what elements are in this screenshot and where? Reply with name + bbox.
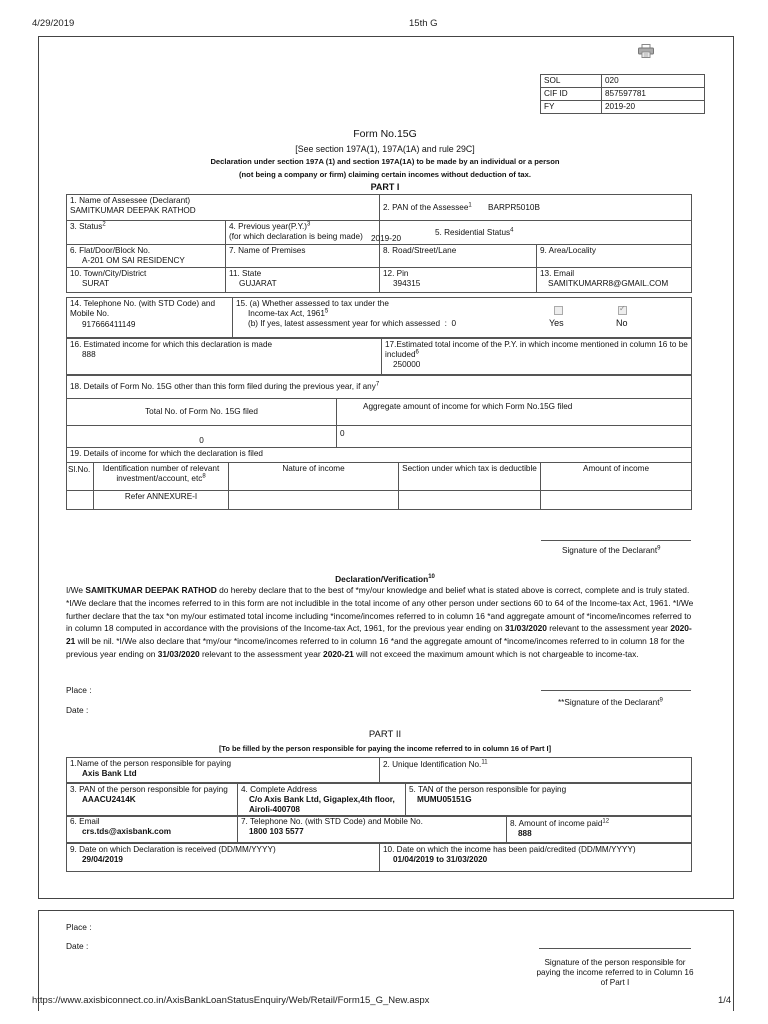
payer-signature-label: Signature of the person responsible for paying the income referred to in Column 16 of Part I: [536, 958, 694, 987]
no-checkbox[interactable]: [618, 306, 627, 316]
footnote-ref: 11: [481, 759, 488, 766]
footer-date-label: Date :: [66, 941, 89, 951]
part1-row14-table: [66, 297, 692, 338]
payer-telephone-cell: [238, 816, 507, 843]
table-row: [67, 816, 692, 843]
form-title: Form No.15G: [353, 128, 417, 140]
assessment-year: 2020-21: [66, 623, 692, 647]
print-page-number: 1/4: [718, 995, 732, 1006]
annexure-ref: Refer ANNEXURE-I: [94, 491, 229, 510]
telephone-value: 917666411149: [82, 320, 136, 329]
assessee-name-cell: [67, 195, 380, 221]
amount-paid-cell: [507, 816, 692, 843]
field-label: 12. Pin: [383, 269, 409, 278]
footnote-ref: 2: [102, 221, 106, 228]
total-forms-value: 0: [67, 426, 337, 448]
signature-line: [541, 540, 691, 541]
declaration-part: relevant to the assessment year: [546, 623, 671, 634]
assessed-cell: [233, 298, 692, 338]
pin-cell: [380, 268, 537, 293]
field-label: 6. Flat/Door/Block No.: [70, 246, 151, 255]
field-label: 15. (a) Whether assessed to tax under the: [236, 299, 389, 308]
payer-name-value: Axis Bank Ltd: [82, 769, 137, 778]
column-header: Sl.No.: [67, 463, 94, 491]
table-row: [67, 221, 692, 245]
print-date: 4/29/2019: [32, 18, 75, 29]
field-label: 8. Amount of income paid: [510, 819, 603, 828]
pan-value: BARPR5010B: [488, 202, 540, 212]
paid-date-cell: [380, 844, 692, 872]
signature-line: [539, 948, 691, 949]
footnote-ref: 4: [510, 226, 514, 233]
previous-year-value: 2019-20: [371, 234, 402, 243]
footnote-ref: 6: [415, 349, 419, 356]
meta-value: 857597781: [602, 88, 705, 101]
declaration-part: I/We: [66, 585, 86, 595]
column-header: Section under which tax is deductible: [399, 463, 541, 491]
field-label: 9. Date on which Declaration is received (DD/MM/YYYY): [70, 845, 276, 854]
address-cell: [238, 784, 406, 817]
email-cell: [67, 816, 238, 843]
meta-row: [541, 75, 705, 88]
field-label: 2. Unique Identification No.: [383, 760, 482, 769]
field-label: 7. Telephone No. (with STD Code) and Mobile No.: [241, 817, 423, 826]
declaration-date: 31/03/2020: [505, 623, 547, 634]
field-label: 17.Estimated total income of the P.Y. in which income mentioned in column 16 to be included: [385, 340, 688, 359]
footnote-ref: 9: [659, 697, 663, 704]
part1-row16-table: [66, 338, 692, 375]
signature-label-text: **Signature of the Declarant: [558, 698, 660, 707]
footer-place-label: Place :: [66, 922, 92, 932]
meta-value: 020: [602, 75, 705, 88]
premises-cell: [226, 245, 380, 268]
received-date-cell: [67, 844, 380, 872]
part2-subtitle: [To be filled by the person responsible for paying the income referred to in column 16 of Part I]: [218, 744, 552, 753]
column-header-cell: [94, 463, 229, 491]
part2-row6-table: [66, 815, 692, 843]
field-label: 5. TAN of the person responsible for paying: [409, 785, 567, 794]
place-label: Place :: [66, 685, 92, 695]
declaration-title-text: Declaration/Verification: [335, 574, 429, 584]
declarant-name: SAMITKUMAR DEEPAK RATHOD: [85, 585, 217, 595]
meta-row: [541, 88, 705, 101]
payer-name-cell: [67, 758, 380, 783]
footnote-ref: 1: [468, 201, 472, 208]
signature-line: [541, 690, 691, 691]
tan-value: MUMU05151G: [417, 795, 472, 804]
total-income-cell: [382, 339, 692, 375]
pin-value: 394315: [393, 279, 421, 288]
declaration-title: [38, 574, 732, 584]
field-label: 3. PAN of the person responsible for paying: [70, 785, 228, 794]
town-value: SURAT: [82, 279, 110, 288]
state-cell: [226, 268, 380, 293]
income-details-header: 19. Details of income for which the declaration is filed: [67, 448, 692, 463]
state-value: GUJARAT: [239, 279, 277, 288]
field-label: 8. Road/Street/Lane: [383, 246, 457, 255]
payer-pan-cell: [67, 784, 238, 817]
email-value: SAMITKUMARR8@GMAIL.COM: [548, 279, 669, 288]
column-header: Amount of income: [541, 463, 692, 491]
declaration-text: [66, 584, 694, 661]
tan-cell: [406, 784, 692, 817]
table-row: [67, 298, 692, 338]
footnote-ref: 3: [306, 221, 311, 228]
meta-row: [541, 101, 705, 114]
field-label: 1.Name of the person responsible for paying: [70, 759, 232, 768]
meta-label: SOL: [541, 75, 602, 88]
yes-checkbox[interactable]: [554, 306, 563, 316]
road-cell: [380, 245, 537, 268]
uid-cell: [380, 758, 692, 783]
signature-label-text: Signature of the Declarant: [562, 546, 658, 555]
form-section: [See section 197A(1), 197A(1A) and rule 29C]: [295, 144, 475, 154]
table-row: [67, 844, 692, 872]
column-header: Identification number of relevant investment/account, etc: [102, 464, 220, 483]
pan-cell: [380, 195, 692, 221]
field-label: 16. Estimated income for which this declaration is made: [70, 340, 273, 349]
part1-row18-table: [66, 375, 692, 448]
meta-table: [540, 74, 705, 114]
field-label: 5. Residential Status: [435, 227, 511, 237]
meta-label: FY: [541, 101, 602, 114]
payer-email-value: crs.tds@axisbank.com: [82, 827, 171, 836]
email-cell: [537, 268, 692, 293]
part2-row9-table: [66, 843, 692, 872]
flat-cell: [67, 245, 226, 268]
payer-telephone-value: 1800 103 5577: [249, 827, 304, 836]
table-cell: [541, 491, 692, 510]
status-cell: [67, 221, 226, 245]
assessee-name-value: SAMITKUMAR DEEPAK RATHOD: [70, 206, 196, 215]
table-row: [67, 758, 692, 783]
part2-table: [66, 757, 692, 783]
field-label: 3. Status: [70, 222, 103, 231]
form-decl-line1: Declaration under section 197A (1) and section 197A(1A) to be made by an individual or a person: [210, 157, 560, 166]
meta-label: CIF ID: [541, 88, 602, 101]
field-label: (for which declaration is being made): [229, 232, 363, 241]
footnote-ref: 9: [657, 545, 661, 552]
payer-pan-value: AAACU2414K: [82, 795, 136, 804]
form-decl-line2: (not being a company or firm) claiming certain incomes without deduction of tax.: [239, 170, 531, 179]
field-label: 13. Email: [540, 269, 575, 278]
printer-icon[interactable]: [638, 44, 654, 60]
table-cell: [67, 491, 94, 510]
town-cell: [67, 268, 226, 293]
assessment-year: 2020-21: [323, 648, 354, 659]
footnote-ref: 5: [324, 308, 329, 315]
column-header: Total No. of Form No. 15G filed: [67, 399, 337, 426]
print-title: 15th G: [409, 18, 438, 29]
estimated-income-cell: [67, 339, 382, 375]
field-label: 18. Details of Form No. 15G other than this form filed during the previous year, if any: [70, 382, 376, 391]
form18-header-cell: [67, 376, 692, 399]
meta-value: 2019-20: [602, 101, 705, 114]
address-value: C/o Axis Bank Ltd, Gigaplex,4th floor, Airoli-400708: [249, 795, 395, 814]
field-label: 9. Area/Locality: [540, 246, 596, 255]
telephone-cell: [67, 298, 233, 338]
field-label: 7. Name of Premises: [229, 246, 306, 255]
part2-row3-table: [66, 783, 692, 817]
field-label: 4. Previous year(P.Y.): [229, 222, 307, 231]
area-cell: [537, 245, 692, 268]
table-row: [67, 448, 692, 463]
column-header: Aggregate amount of income for which Form No.15G filed: [337, 399, 692, 426]
field-label: (b) If yes, latest assessment year for which assessed: [248, 319, 441, 328]
yes-label: Yes: [549, 318, 564, 328]
residential-status-cell: [380, 221, 692, 245]
part1-row19-table: [66, 447, 692, 510]
field-label: 11. State: [229, 269, 262, 278]
field-label: 10. Date on which the income has been paid/credited (DD/MM/YYYY): [383, 845, 636, 854]
previous-year-cell: [226, 221, 402, 245]
field-label: 14. Telephone No. (with STD Code) and Mobile No.: [70, 299, 216, 318]
table-row: [67, 463, 692, 491]
field-label: Income-tax Act, 1961: [248, 309, 325, 318]
table-row: [67, 268, 692, 293]
footnote-ref: 7: [375, 381, 380, 388]
total-income-value: 250000: [393, 360, 421, 369]
declaration-part: relevant to the assessment year: [199, 648, 324, 659]
date-label: Date :: [66, 705, 89, 715]
declaration-part: will not exceed the maximum amount which is not chargeable to income-tax.: [353, 648, 639, 659]
aggregate-amount-value: 0: [337, 426, 692, 448]
field-label: 4. Complete Address: [241, 785, 318, 794]
declaration-part: do hereby declare that to the best of *my/our knowledge and belief what is stated above is correct, complete and is truly stated. *I/We declare that the incomes referred to in this form are not includible in the total income of any other person under sections 60 to 64 of the Income-tax Act, 1961. *I/We further declare that the tax *on my/our estimated total income including *income/incomes referred to in column 16 *and aggregate amount of *income/incomes referred to in column 18 computed in accordance with the provisions of the Income-tax Act, 1961, for the previous year ending on: [66, 585, 694, 634]
table-row: [67, 491, 692, 510]
paid-date-value: 01/04/2019 to 31/03/2020: [393, 855, 488, 864]
amount-paid-value: 888: [518, 829, 532, 838]
table-row: [67, 245, 692, 268]
assessment-year-value: 0: [451, 319, 456, 328]
table-row: [67, 195, 692, 221]
part2-title: PART II: [368, 729, 402, 740]
table-row: [67, 426, 692, 448]
declarant-signature-label: [562, 546, 660, 555]
field-label: 1. Name of Assessee (Declarant): [70, 196, 191, 205]
part1-table: [66, 194, 692, 293]
table-cell: [229, 491, 399, 510]
table-cell: [399, 491, 541, 510]
table-row: [67, 376, 692, 399]
table-row: [67, 784, 692, 817]
colon: :: [444, 319, 447, 328]
field-label: 10. Town/City/District: [70, 269, 147, 278]
received-date-value: 29/04/2019: [82, 855, 123, 864]
column-header: Nature of income: [229, 463, 399, 491]
no-label: No: [616, 318, 628, 328]
table-row: [67, 339, 692, 375]
flat-value: A-201 OM SAI RESIDENCY: [82, 256, 185, 265]
footnote-ref: 12: [602, 818, 610, 825]
footnote-ref: 10: [428, 574, 435, 581]
table-row: [67, 399, 692, 426]
footnote-ref: 8: [202, 473, 206, 480]
declaration-part: will be nil. *I/We also declare that *my/our *income/incomes referred to in column 16 *and the aggregate amount of *income/incomes referred to in column 18 for the previous year ending on: [66, 636, 685, 659]
part1-title: PART I: [370, 182, 400, 192]
print-url: https://www.axisbiconnect.co.in/AxisBankLoanStatusEnquiry/Web/Retail/Form15_G_New.aspx: [32, 995, 430, 1006]
field-label: 6. Email: [70, 817, 100, 826]
declaration-date: 31/03/2020: [157, 648, 200, 659]
declarant-signature-label-2: [558, 698, 663, 707]
estimated-income-value: 888: [82, 350, 96, 359]
field-label: 2. PAN of the Assessee: [383, 202, 469, 212]
